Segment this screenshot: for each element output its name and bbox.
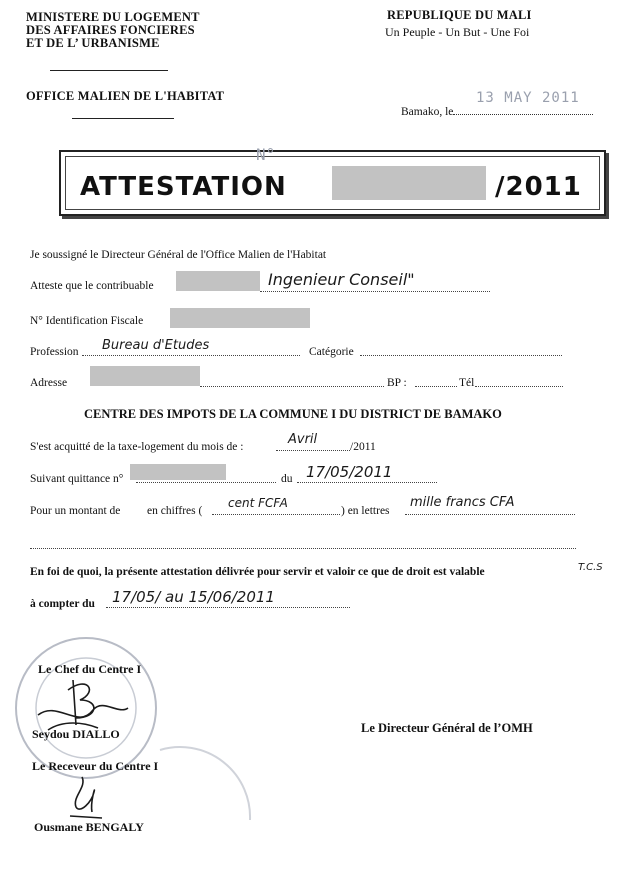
taxpayer-row — [30, 280, 154, 292]
categorie-dotted-line — [360, 355, 562, 356]
directeur-title: Le Directeur Général de l’OMH — [361, 721, 533, 735]
place-label: Bamako, le — [401, 106, 454, 118]
chiffres-dotted-line — [212, 514, 340, 515]
du-label: du — [281, 473, 293, 485]
redacted-quittance — [130, 464, 226, 480]
number-stamp: N° — [256, 145, 276, 164]
redacted-taxpayer — [176, 271, 260, 291]
nif-label: N° Identification Fiscale — [30, 315, 144, 327]
redacted-nif — [170, 308, 310, 328]
ministry-line-2: DES AFFAIRES FONCIERES — [26, 23, 195, 37]
redacted-number — [332, 166, 486, 200]
intro-line: Je soussigné le Directeur Général de l'Office Malien de l'Habitat — [30, 249, 327, 261]
partial-stamp — [150, 740, 260, 830]
ministry-line-3: ET DE L’ URBANISME — [26, 36, 160, 50]
title-word: ATTESTATION — [80, 172, 287, 202]
chef-name: Seydou DIALLO — [32, 727, 120, 741]
receveur-name: Ousmane BENGALY — [34, 820, 144, 834]
date-stamp: 13 MAY 2011 — [476, 90, 580, 106]
chef-title: Le Chef du Centre I — [38, 662, 142, 676]
office-name: OFFICE MALIEN DE L'HABITAT — [26, 89, 225, 103]
acquitte-year: /2011 — [350, 441, 376, 453]
adresse-dotted-line — [200, 386, 384, 387]
receveur-signature — [62, 772, 112, 822]
ministry-divider — [50, 70, 168, 71]
montant-label: Pour un montant de — [30, 505, 121, 517]
chiffres-handwritten: cent FCFA — [228, 496, 288, 510]
taxpayer-dotted-line — [260, 291, 490, 292]
redacted-adresse — [90, 366, 200, 386]
quittance-date-dotted-line — [297, 482, 437, 483]
compter-label: à compter du — [30, 598, 95, 610]
tel-dotted-line — [475, 386, 563, 387]
tel-label: Tél — [459, 377, 475, 389]
compter-dotted-line — [106, 607, 350, 608]
acquitte-dotted-line — [276, 450, 350, 451]
quittance-date-handwritten: 17/05/2011 — [306, 463, 393, 481]
adresse-label: Adresse — [30, 377, 68, 389]
lettres-handwritten: mille francs CFA — [410, 495, 515, 510]
republic-name: REPUBLIQUE DU MALI — [387, 8, 532, 22]
acquitte-month-handwritten: Avril — [288, 432, 318, 447]
chiffres-label: en chiffres ( — [147, 505, 203, 517]
en-foi-line: En foi de quoi, la présente attestation délivrée pour servir et valoir ce que de droit est valable — [30, 566, 485, 578]
ministry-line-1: MINISTERE DU LOGEMENT — [26, 10, 200, 24]
en-foi-handwritten: T.C.S — [578, 562, 603, 573]
date-line — [401, 104, 593, 118]
centre-heading: CENTRE DES IMPOTS DE LA COMMUNE I DU DISTRICT DE BAMAKO — [84, 407, 502, 421]
categorie-label: Catégorie — [309, 346, 354, 358]
taxpayer-handwritten: Ingenieur Conseil" — [268, 270, 415, 289]
republic-motto: Un Peuple - Un But - Une Foi — [385, 25, 530, 39]
taxpayer-label: Atteste que le contribuable — [30, 280, 154, 292]
bp-dotted-line — [415, 386, 457, 387]
profession-handwritten: Bureau d'Etudes — [102, 338, 210, 353]
title-year: /2011 — [495, 172, 582, 202]
lettres-dotted-line — [405, 514, 575, 515]
acquitte-year-value: 2011 — [353, 441, 376, 453]
receveur-title: Le Receveur du Centre I — [32, 759, 159, 773]
acquitte-label: S'est acquitté de la taxe-logement du mois de : — [30, 441, 244, 453]
ministry-block — [26, 11, 200, 50]
compter-handwritten: 17/05/ au 15/06/2011 — [112, 588, 275, 606]
profession-label: Profession — [30, 346, 79, 358]
bp-label: BP : — [387, 377, 407, 389]
quittance-label: Suivant quittance n° — [30, 473, 124, 485]
office-divider — [72, 118, 174, 119]
quittance-dotted-line — [136, 482, 276, 483]
profession-dotted-line — [82, 355, 300, 356]
continuation-dotted-line — [30, 548, 576, 549]
lettres-label: ) en lettres — [341, 505, 390, 517]
